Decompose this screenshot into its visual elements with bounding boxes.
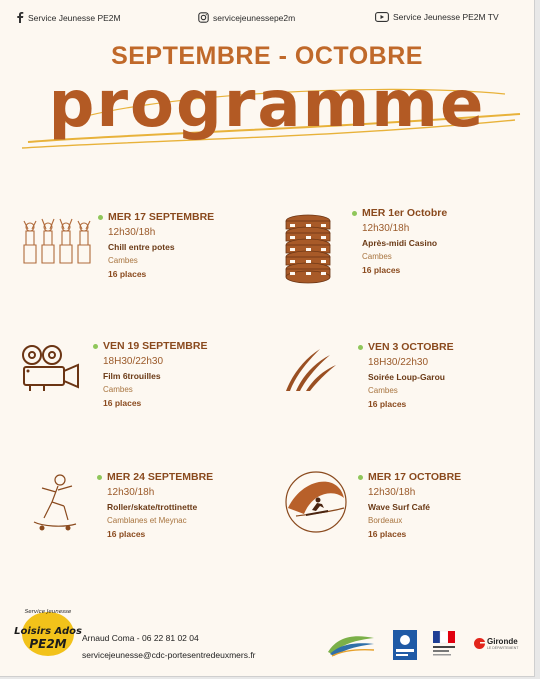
event-place: Cambes	[103, 385, 133, 394]
logo-line-3: PE2M	[29, 637, 67, 651]
partner-logo-caf	[393, 630, 417, 665]
event-name: Après-midi Casino	[362, 238, 438, 248]
facebook-icon	[16, 12, 24, 23]
event-time: 12h30/18h	[368, 487, 416, 498]
event-place: Bordeaux	[368, 516, 403, 525]
gironde-mark-icon	[474, 638, 485, 649]
partner-logo-community	[326, 632, 376, 663]
event-date: MER 17 SEPTEMBRE	[108, 211, 215, 223]
bullet-dot	[98, 215, 103, 220]
event-name: Film 6trouilles	[103, 371, 161, 381]
bullet-dot	[358, 345, 363, 350]
bullet-dot	[93, 344, 98, 349]
event-date: VEN 3 OCTOBRE	[368, 341, 454, 353]
skater-icon	[22, 472, 88, 539]
event-name: Wave Surf Café	[368, 502, 431, 512]
logo-line-1: Service Jeunesse	[24, 609, 72, 615]
logo-line-2: Loisirs Ados	[14, 626, 82, 637]
event-place: Cambes	[362, 252, 392, 261]
event-date: MER 1er Octobre	[362, 207, 448, 219]
event-time: 12h30/18h	[108, 227, 156, 238]
bullet-dot	[358, 475, 363, 480]
claw-marks-icon	[282, 345, 338, 398]
event-seats: 16 places	[368, 529, 407, 539]
programme-title	[0, 64, 534, 154]
event-time: 18H30/22h30	[103, 356, 164, 367]
event-place: Camblanes et Meynac	[107, 516, 187, 525]
facebook-link[interactable]	[16, 12, 121, 23]
event-card-5	[97, 471, 213, 539]
event-card-4	[358, 341, 454, 409]
event-seats: 16 places	[108, 269, 147, 279]
event-seats: 16 places	[107, 529, 146, 539]
event-card-1	[98, 211, 214, 279]
event-time: 18H30/22h30	[368, 357, 429, 368]
youtube-handle: Service Jeunesse PE2M TV	[393, 12, 499, 22]
movie-camera-icon	[18, 343, 92, 398]
instagram-link[interactable]	[198, 12, 295, 23]
instagram-handle: servicejeunessepe2m	[213, 12, 296, 23]
casino-chips-icon	[280, 213, 336, 290]
facebook-handle: Service Jeunesse PE2M	[28, 12, 121, 23]
event-place: Cambes	[108, 256, 138, 265]
event-card-3	[93, 340, 207, 408]
gironde-sub: LE DÉPARTEMENT	[487, 646, 519, 650]
pe2m-logo	[14, 600, 82, 662]
event-name: Roller/skate/trottinette	[107, 502, 198, 512]
title-text: programme	[48, 68, 486, 142]
gironde-label: Gironde	[487, 637, 518, 646]
youtube-icon	[375, 12, 389, 22]
partner-logo-gironde	[474, 637, 518, 650]
period-subtitle: SEPTEMBRE - OCTOBRE	[111, 42, 423, 70]
event-seats: 16 places	[103, 398, 142, 408]
event-date: MER 24 SEPTEMBRE	[107, 471, 214, 483]
event-date: MER 17 OCTOBRE	[368, 471, 462, 483]
event-time: 12h30/18h	[362, 223, 410, 234]
event-seats: 16 places	[362, 265, 401, 275]
event-card-6	[358, 471, 461, 539]
bullet-dot	[97, 475, 102, 480]
event-name: Chill entre potes	[108, 242, 175, 252]
event-place: Cambes	[368, 386, 398, 395]
event-seats: 16 places	[368, 399, 407, 409]
event-time: 12h30/18h	[107, 487, 155, 498]
event-name: Soirée Loup-Garou	[368, 372, 445, 382]
email-link[interactable]: servicejeunesse@cdc-portesentredeuxmers.fr	[82, 650, 256, 660]
surfer-icon	[282, 468, 350, 541]
event-card-2	[352, 207, 447, 275]
friends-icon	[18, 213, 98, 276]
partner-logo-republique	[433, 631, 455, 662]
bullet-dot	[352, 211, 357, 216]
event-date: VEN 19 SEPTEMBRE	[103, 340, 208, 352]
instagram-icon	[198, 12, 209, 23]
contact-line: Arnaud Coma - 06 22 81 02 04	[82, 633, 199, 643]
youtube-link[interactable]	[375, 12, 499, 22]
